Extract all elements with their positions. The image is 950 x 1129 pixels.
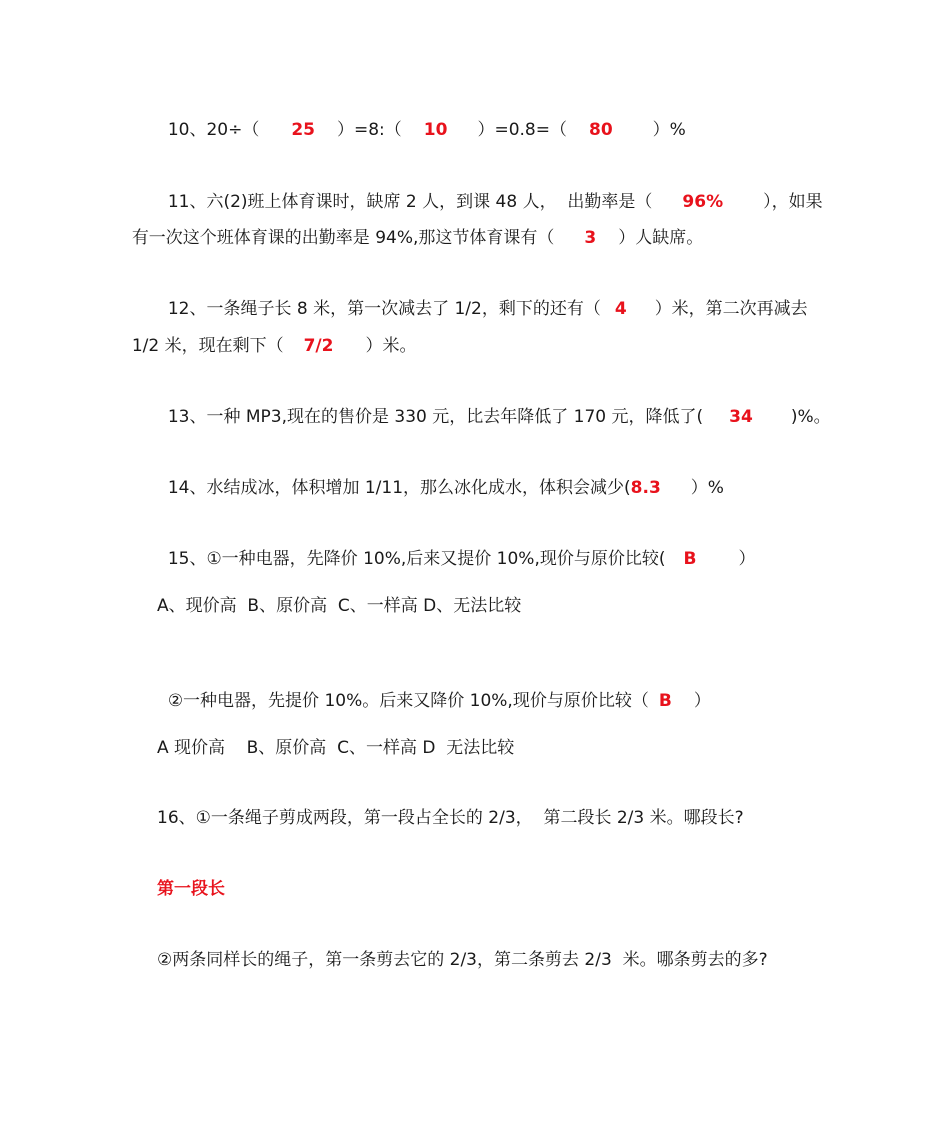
q12-text-4: ）米。	[365, 336, 417, 356]
question-14	[157, 452, 724, 498]
q11-text-3: 有一次这个班体育课的出勤率是 94%,那这节体育课有（	[131, 228, 555, 248]
q14-text-1: 14、水结成冰，体积增加 1/11，那么冰化成水，体积会减少(	[167, 478, 631, 498]
q12-text-1: 12、一条绳子长 8 米，第一次减去了 1/2，剩下的还有（	[167, 299, 601, 319]
q15-answer-2: B	[658, 691, 672, 711]
question-16-part-2: ②两条同样长的绳子，第一条剪去它的 2/3，第二条剪去 2/3 米。哪条剪去的多?	[157, 950, 768, 970]
q13-text-1: 13、一种 MP3,现在的售价是 330 元，比去年降低了 170 元，降低了(	[167, 407, 704, 427]
question-16-answer-1: 第一段长	[157, 879, 225, 899]
q12-answer-1: 4	[614, 299, 627, 319]
question-16-part-1: 16、①一条绳子剪成两段，第一段占全长的 2/3， 第二段长 2/3 米。哪段长?	[157, 808, 744, 828]
q10-text-4: ）%	[652, 120, 686, 140]
q11-answer-1: 96%	[682, 192, 724, 212]
question-13	[157, 381, 831, 427]
q13-text-2: )%。	[790, 407, 831, 427]
q15-answer-1: B	[683, 549, 697, 569]
q10-answer-3: 80	[589, 120, 613, 140]
q15-text-1: 15、①一种电器，先降价 10%,后来又提价 10%,现价与原价比较(	[167, 549, 666, 569]
question-11-line-2	[121, 202, 704, 248]
q12-text-3: 1/2 米，现在剩下（	[131, 336, 284, 356]
q11-text-4: ）人缺席。	[618, 228, 704, 248]
q11-text-1: 11、六(2)班上体育课时，缺席 2 人，到课 48 人， 出勤率是（	[167, 192, 653, 212]
question-10	[157, 94, 686, 140]
question-11-line-1	[157, 166, 823, 212]
q11-text-2: ），如果	[763, 192, 823, 212]
q14-answer-1: 8.3	[630, 478, 661, 498]
q10-text-3: ）=0.8=（	[477, 120, 567, 140]
question-15-part-2	[157, 665, 711, 711]
question-12-line-2	[121, 310, 417, 356]
question-15-options-1: A、现价高 B、原价高 C、一样高 D、无法比较	[157, 596, 522, 616]
q15-text-2: ）	[738, 549, 756, 569]
q12-text-2: ）米，第二次再减去	[654, 299, 808, 319]
q12-answer-2: 7/2	[303, 336, 334, 356]
q10-text-1: 10、20÷（	[167, 120, 260, 140]
question-15-options-2: A 现价高 B、原价高 C、一样高 D 无法比较	[157, 738, 515, 758]
q10-text-2: ）=8:（	[337, 120, 402, 140]
q10-answer-2: 10	[423, 120, 448, 140]
q15-text-4: ）	[693, 691, 711, 711]
q13-answer-1: 34	[729, 407, 753, 427]
q14-text-2: ）%	[690, 478, 724, 498]
q15-text-3: ②一种电器，先提价 10%。后来又降价 10%,现价与原价比较（	[167, 691, 649, 711]
question-15-part-1	[157, 523, 756, 569]
q11-answer-2: 3	[584, 228, 597, 248]
q10-answer-1: 25	[291, 120, 315, 140]
question-12-line-1	[157, 273, 808, 319]
